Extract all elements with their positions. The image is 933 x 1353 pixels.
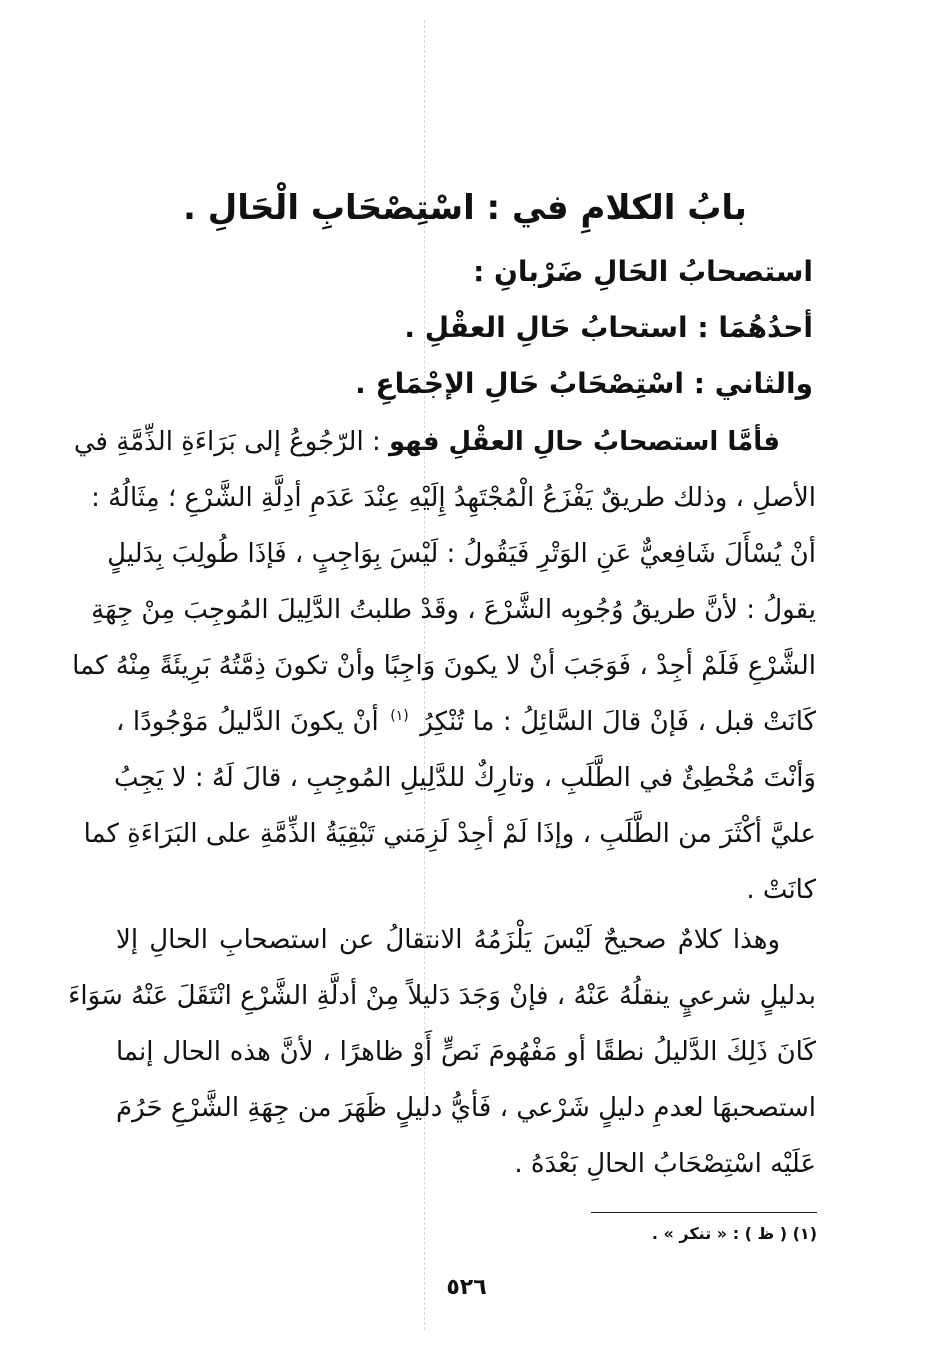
paragraph-2-line: وهذا كلامٌ صحيحٌ لَيْسَ يَلْزَمُهُ الانتقالُ عن استصحابِ الحالِ إلا [116,925,780,955]
footnote-divider [591,1212,817,1213]
paragraph-2-line: استصحبهَا لعدمِ دليلٍ شَرْعي ، فَأيُّ دليلٍ ظَهَرَ من جِهَةِ الشَّرْعِ حَرُمَ [116,1093,816,1123]
paragraph-1-line: الأصلِ ، وذلك طريقٌ يَفْزَعُ الْمُجْتَهِدُ إِلَيْهِ عِنْدَ عَدَمِ أدِلَّةِ الشَّرْعِ ؛ مِثَالُهُ : [91,483,816,513]
paragraph-1-line [116,694,816,750]
intro-line-1: استصحابُ الحَالِ ضَرْبانِ : [473,255,813,288]
chapter-title: بابُ الكلامِ في : اسْتِصْحَابِ الْحَالِ . [183,188,747,228]
paragraph-1-text: أنْ يكونَ الدَّليلُ مَوْجُودًا ، [116,707,379,737]
paragraph-2-line: عَلَيْه اسْتِصْحَابُ الحالِ بَعْدَهُ . [514,1149,816,1179]
paragraph-1-line: وَأنْتَ مُخْطِئٌ في الطَّلَبِ ، وتارِكٌ للدَّلِيلِ المُوجِبِ ، قالَ لَهُ : لا يَجِبُ [114,763,816,793]
paragraph-1-line: عليَّ أكْثَرَ من الطَّلَبِ ، وإذَا لَمْ أجِدْ لَزِمَني تَبْقِيَةُ الذِّمَّةِ على البَرَاءَةِ كما [83,819,816,849]
paragraph-1-line: كانَتْ . [746,875,816,905]
paragraph-1-line [73,414,816,470]
paragraph-1-line: أنْ يُسْأَلَ شَافِعيٌّ عَنِ الوَتْرِ فَيَقُولُ : لَيْسَ بِوَاجِبٍ ، فَإذَا طُولِبَ بِدَليلٍ [107,539,816,569]
intro-line-2: أحدُهُمَا : استحابُ حَالِ العقْلِ . [404,311,813,344]
paragraph-1-line: الشَّرْعِ فَلَمْ أجِدْ ، فَوَجَبَ أنْ لا يكونَ وَاجِبًا وأنْ تكونَ ذِمَّتُهُ بَرِيئَةً مِنْهُ كما [72,651,816,681]
paragraph-1-line: يقولُ : لأنَّ طريقُ وُجُوبِه الشَّرْعَ ، وقَدْ طلبتُ الدَّلِيلَ المُوجِبَ مِنْ جِهَةِ [91,595,816,625]
paragraph-2-line: بدليلٍ شرعيٍ ينقلُهُ عَنْهُ ، فإنْ وَجَدَ دَليلاً مِنْ أدلَّةِ الشَّرْعِ انْتَقَلَ عَنْهُ سَوَاءَ [68,981,816,1011]
paragraph-1-text: : الرّجُوعُ إلى بَرَاءَةِ الذِّمَّةِ في [73,427,381,457]
intro-line-3: والثاني : اسْتِصْحَابُ حَالِ الإجْمَاعِ . [355,367,813,400]
paragraph-1-text: كَانَتْ قبل ، فَإنْ قالَ السَّائِلُ : ما تُنْكِرُ [420,707,817,737]
paragraph-2 [68,912,816,1192]
paragraph-2-line: كَانَ ذَلِكَ الدَّليلُ نطقًا أو مَفْهُومَ نَصٍّ أَوْ ظاهرًا ، لأنَّ هذه الحال إنما [116,1037,816,1067]
paragraph-1-lead: فأمَّا استصحابُ حالِ العقْلِ فهو [388,427,780,457]
page-number: ٥٢٦ [446,1275,487,1300]
paragraph-1 [72,414,817,918]
footnote: (١) ( ظ ) : « تنكر » . [651,1224,817,1243]
footnote-marker: (١) [390,708,409,725]
